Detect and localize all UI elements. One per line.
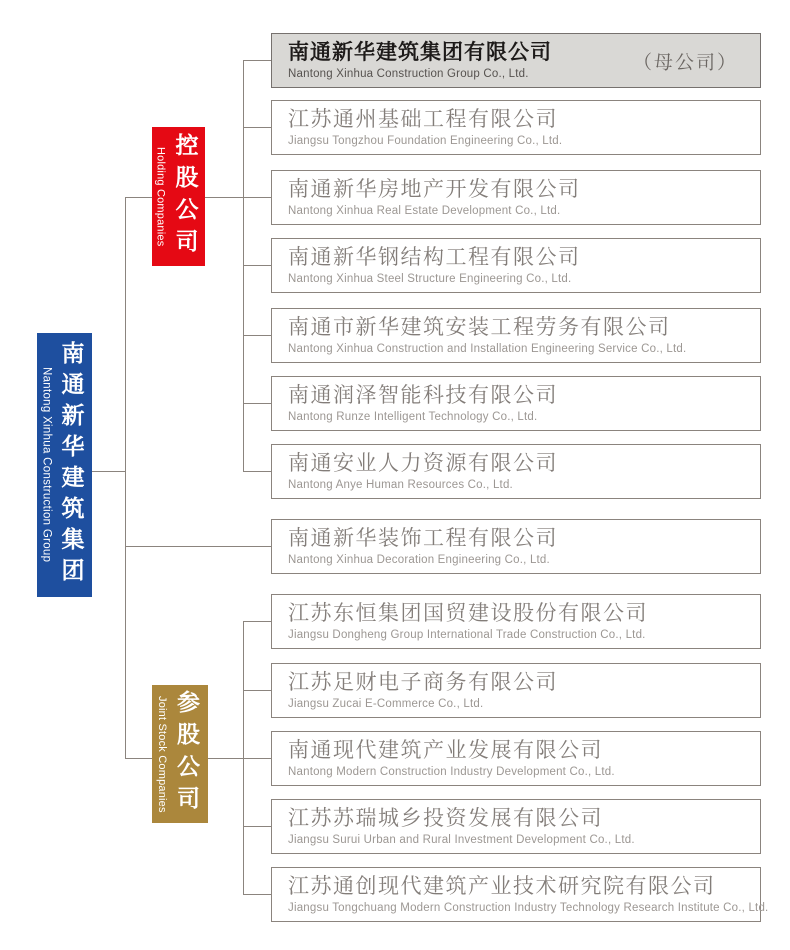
joint-stock-companies-label xyxy=(152,685,208,823)
company-box xyxy=(271,799,761,854)
connector-line xyxy=(125,546,271,547)
connector-line xyxy=(243,894,271,895)
company-name-en: Jiangsu Surui Urban and Rural Investment Development Co., Ltd. xyxy=(288,833,635,846)
company-name-en: Jiangsu Zucai E-Commerce Co., Ltd. xyxy=(288,697,484,710)
company-box xyxy=(271,444,761,499)
connector-line xyxy=(92,471,125,472)
company-box xyxy=(271,170,761,225)
company-name-zh: 江苏东恒集团国贸建设股份有限公司 xyxy=(288,601,648,625)
company-name-zh: 南通新华建筑集团有限公司 xyxy=(288,40,552,64)
company-box xyxy=(271,308,761,363)
company-name-zh: 南通润泽智能科技有限公司 xyxy=(288,383,558,407)
connector-line xyxy=(243,127,271,128)
company-box xyxy=(271,594,761,649)
company-name-zh: 南通新华钢结构工程有限公司 xyxy=(288,245,581,269)
company-box xyxy=(271,238,761,293)
company-name-en: Jiangsu Tongchuang Modern Construction Industry Technology Research Institute Co., Ltd. xyxy=(288,901,769,914)
company-name-zh: 江苏通州基础工程有限公司 xyxy=(288,107,558,131)
company-name-zh: 南通新华房地产开发有限公司 xyxy=(288,177,581,201)
connector-line xyxy=(243,60,271,61)
company-box xyxy=(271,100,761,155)
connector-line xyxy=(243,60,244,472)
parent-company-tag: （母公司） xyxy=(632,52,738,73)
connector-line xyxy=(243,471,271,472)
joint-label-en: Joint Stock Companies xyxy=(156,695,168,813)
company-name-en: Nantong Xinhua Construction Group Co., Ltd. xyxy=(288,67,529,80)
company-box-parent xyxy=(271,33,761,88)
company-box xyxy=(271,376,761,431)
company-name-zh: 南通新华装饰工程有限公司 xyxy=(288,526,558,550)
company-name-en: Nantong Anye Human Resources Co., Ltd. xyxy=(288,478,513,491)
root-title-zh: 南通新华建筑集团 xyxy=(58,341,85,589)
company-name-zh: 南通市新华建筑安装工程劳务有限公司 xyxy=(288,315,671,339)
company-name-en: Jiangsu Tongzhou Foundation Engineering Co., Ltd. xyxy=(288,134,563,147)
connector-line xyxy=(243,690,271,691)
company-name-en: Nantong Xinhua Decoration Engineering Co., Ltd. xyxy=(288,553,550,566)
company-name-zh: 江苏足财电子商务有限公司 xyxy=(288,670,558,694)
holding-label-en: Holding Companies xyxy=(154,146,167,247)
company-box xyxy=(271,867,769,922)
connector-line xyxy=(243,826,271,827)
company-name-zh: 南通安业人力资源有限公司 xyxy=(288,451,558,475)
company-name-zh: 江苏苏瑞城乡投资发展有限公司 xyxy=(288,806,603,830)
company-name-zh: 江苏通创现代建筑产业技术研究院有限公司 xyxy=(288,874,716,898)
connector-line xyxy=(243,403,271,404)
company-name-en: Nantong Xinhua Steel Structure Engineering Co., Ltd. xyxy=(288,272,572,285)
company-name-en: Nantong Modern Construction Industry Development Co., Ltd. xyxy=(288,765,615,778)
company-name-en: Jiangsu Dongheng Group International Trade Construction Co., Ltd. xyxy=(288,628,646,641)
connector-line xyxy=(243,758,271,759)
company-name-en: Nantong Runze Intelligent Technology Co., Ltd. xyxy=(288,410,538,423)
joint-label-zh: 参股公司 xyxy=(174,690,200,818)
company-name-en: Nantong Xinhua Construction and Installation Engineering Service Co., Ltd. xyxy=(288,342,687,355)
company-box xyxy=(271,731,761,786)
holding-companies-label xyxy=(152,127,205,266)
company-box xyxy=(271,519,761,574)
connector-line xyxy=(243,265,271,266)
connector-line xyxy=(125,197,126,758)
connector-line xyxy=(243,197,271,198)
connector-line xyxy=(243,335,271,336)
group-root-box xyxy=(37,333,92,597)
company-name-zh: 南通现代建筑产业发展有限公司 xyxy=(288,738,603,762)
root-title-en: Nantong Xinhua Construction Group xyxy=(40,367,53,563)
company-box xyxy=(271,663,761,718)
company-name-en: Nantong Xinhua Real Estate Development Co., Ltd. xyxy=(288,204,561,217)
holding-label-zh: 控股公司 xyxy=(172,132,199,261)
connector-line xyxy=(243,621,271,622)
